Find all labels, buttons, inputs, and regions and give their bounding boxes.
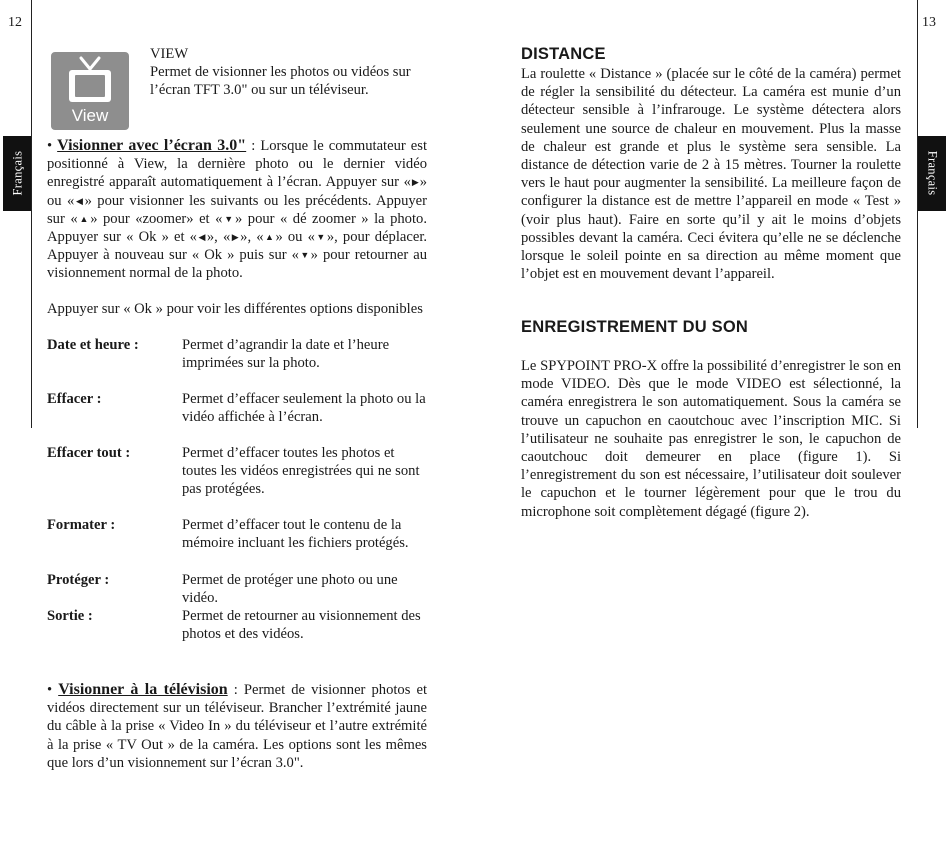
language-tab-right-label: Français xyxy=(925,151,940,196)
screen-text-7: », « xyxy=(240,229,264,246)
up-arrow-icon: ▲ xyxy=(263,232,276,243)
tv-viewing-text: : Permet de visionner photos et vidéos directement sur un téléviseur. Brancher l’extrémité jaune du câble à la prise « Video In » du téléviseur et l’autre extrémité à la prise « TV Out » de la caméra. Les options sont les mêmes que lors d’un visionnement sur l’écran 3.0". xyxy=(47,682,427,771)
screen-text-2: » ou « xyxy=(47,174,428,209)
view-icon-label: View xyxy=(71,106,109,125)
right-arrow-icon: ▶ xyxy=(410,177,420,188)
option-desc-delete: Permet d’effacer seulement la photo ou la vidéo affichée à l’écran. xyxy=(182,391,426,426)
view-title: VIEW xyxy=(150,46,189,62)
language-tab-left xyxy=(3,136,31,211)
screen-text-8: » ou « xyxy=(275,229,315,246)
screen-viewing-heading: Visionner avec l’écran 3.0" xyxy=(57,137,247,154)
option-desc-date-time: Permet d’agrandir la date et l’heure imprimées sur la photo. xyxy=(182,337,390,372)
tv-icon xyxy=(51,52,129,112)
left-margin-line xyxy=(31,0,32,428)
screen-text-9: », pour déplacer. Appuyer à nouveau sur « Ok » puis sur « xyxy=(47,229,428,264)
up-arrow-icon: ▲ xyxy=(77,213,91,224)
screen-viewing-paragraph xyxy=(47,137,427,283)
screen-text-1: : Lorsque le commutateur est positionné à View, la dernière photo ou le dernier vidéo enregistré apparaît automatiquement à l’écran. Appuyer sur « xyxy=(47,138,427,191)
language-tab-right xyxy=(918,136,946,211)
option-desc-delete-all: Permet d’effacer toutes les photos et toutes les vidéos enregistrées qui ne sont pas protégées. xyxy=(182,445,420,498)
option-desc-format: Permet d’effacer tout le contenu de la mémoire incluant les fichiers protégés. xyxy=(182,517,409,552)
language-tab-left-label: Français xyxy=(9,151,24,196)
option-label-format: Formater : xyxy=(47,517,116,533)
page-number-left: 12 xyxy=(8,15,22,30)
option-label-delete: Effacer : xyxy=(47,391,102,407)
tv-viewing-paragraph xyxy=(47,681,427,772)
sound-recording-text: Le SPYPOINT PRO-X offre la possibilité d’enregistrer le son en mode VIDEO. Dès que le mode VIDEO est sélectionné, la caméra enregistrera le son automatiquement. Sous la caméra se trouve un capuchon en caoutchouc avec l’inscription MIC. Si l’utilisateur ne souhaite pas enregistrer le son, le capuchon de caoutchouc doit demeurer en place (figure 1). Si l’enregistrement du son est nécessaire, l’utilisateur doit soulever le capuchon et le tourner légèrement pour que le trou du microphone soit complètement dégagé (figure 2). xyxy=(521,358,901,520)
right-margin-line xyxy=(917,0,918,428)
screen-text-4: » pour «zoomer» et « xyxy=(90,210,223,227)
tv-viewing-heading: Visionner à la télévision xyxy=(58,681,228,698)
right-arrow-icon: ▶ xyxy=(230,232,241,243)
option-label-date-time: Date et heure : xyxy=(47,337,139,353)
sound-recording-title: ENREGISTREMENT DU SON xyxy=(521,318,748,336)
option-label-exit: Sortie : xyxy=(47,608,93,624)
left-arrow-icon: ◀ xyxy=(74,195,85,206)
screen-text-6: », « xyxy=(206,229,231,246)
options-intro: Appuyer sur « Ok » pour voir les différentes options disponibles xyxy=(47,301,423,317)
screen-text-10: » pour retourner au visionnement normal de la photo. xyxy=(47,247,428,282)
screen-text-5: » pour « dé zoomer » la photo. Appuyer sur « Ok » et « xyxy=(47,210,427,246)
view-mode-icon xyxy=(51,52,129,130)
view-description: Permet de visionner les photos ou vidéos sur l’écran TFT 3.0" ou sur un téléviseur. xyxy=(150,64,411,99)
option-desc-exit: Permet de retourner au visionnement des photos et des vidéos. xyxy=(182,608,421,643)
left-arrow-icon: ◀ xyxy=(196,232,207,243)
option-label-protect: Protéger : xyxy=(47,572,110,588)
option-desc-protect: Permet de protéger une photo ou une vidéo. xyxy=(182,572,398,607)
down-arrow-icon: ▼ xyxy=(298,250,311,261)
distance-title: DISTANCE xyxy=(521,45,606,63)
option-label-delete-all: Effacer tout : xyxy=(47,445,131,461)
bullet: • xyxy=(47,682,53,698)
down-arrow-icon: ▼ xyxy=(314,232,327,243)
bullet: • xyxy=(47,138,53,154)
screen-text-3: » pour visionner les suivants ou les précédents. Appuyer sur « xyxy=(47,192,428,227)
distance-text: La roulette « Distance » (placée sur le côté de la caméra) permet de régler la sensibilité du détecteur. La caméra est munie d’un détecteur sensible à l’infrarouge. Le système détectera alors seulement une source de chaleur en mouvement. Plus la masse de chaleur est grande et plus le système sera sensible. La distance de détection varie de 2 à 15 mètres. Tourner la roulette vers le haut pour augmenter la sensibilité. La meilleure façon de configurer la distance est de mettre l’appareil en mode « Test » (voir plus haut). Faire en sorte qu’il y ait le moins d’objets possibles devant la caméra. Ceci évitera qu’elle ne se déclenche lorsque le soleil pointe en sa direction au même moment que l’objet est en mouvement devant l’appareil. xyxy=(521,66,901,283)
page-number-right: 13 xyxy=(922,15,936,30)
down-arrow-icon: ▼ xyxy=(222,213,235,224)
